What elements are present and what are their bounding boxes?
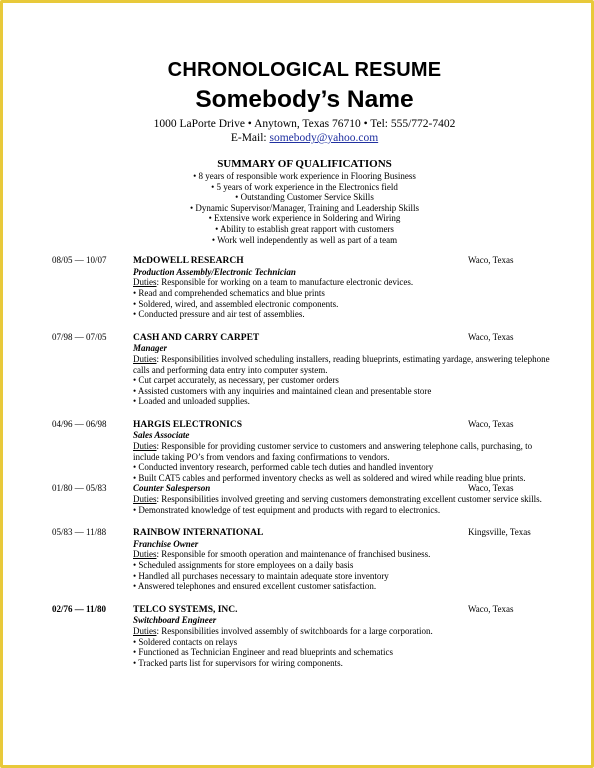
duties-text: : Responsibilities involved greeting and serving customers demonstrating excellent customer service skills. (156, 494, 542, 505)
duties-label: Duties (133, 353, 157, 364)
summary-item: • Extensive work experience in Soldering and Wiring (208, 213, 401, 224)
job-title: Switchboard Engineer (133, 615, 217, 626)
job-company: RAINBOW INTERNATIONAL (133, 528, 264, 539)
duties-text: : Responsible for providing customer service to customers and answering telephone calls, purchasing, to include taking PO’s from vendors and faxing confirmations to vendors. (133, 441, 533, 462)
job-title: Franchise Owner (133, 538, 199, 549)
job-location: Waco, Texas (468, 603, 514, 614)
job-duties (133, 494, 559, 505)
job-bullet: • Read and comprehended schematics and blue prints (133, 287, 325, 298)
job-duties (133, 354, 559, 375)
job-duties (133, 549, 559, 560)
job-bullet: • Demonstrated knowledge of test equipment and products with regard to electronics. (133, 504, 441, 515)
duties-text: : Responsibilities involved scheduling installers, reading blueprints, estimating yardage, answering telephone calls and performing data entry into computer system. (133, 353, 550, 375)
duties-text: : Responsible for working on a team to manufacture electronic devices. (156, 277, 414, 288)
job-dates: 04/96 — 06/98 (52, 418, 107, 429)
job-location: Waco, Texas (468, 331, 514, 342)
job-entry-hargis (52, 419, 557, 484)
duties-label: Duties (133, 549, 157, 560)
job-location: Waco, Texas (468, 418, 514, 429)
duties-label: Duties (133, 441, 157, 452)
job-bullet: • Handled all purchases necessary to maintain adequate store inventory (133, 570, 389, 581)
email-label: E-Mail: (230, 132, 270, 144)
document-title: CHRONOLOGICAL RESUME (167, 59, 442, 81)
job-dates: 07/98 — 07/05 (52, 331, 107, 342)
summary-title: SUMMARY OF QUALIFICATIONS (217, 158, 392, 170)
job-duties (133, 441, 559, 462)
candidate-name: Somebody’s Name (195, 86, 414, 113)
job-entry-telco (52, 604, 557, 669)
job-duties (133, 277, 559, 288)
duties-label: Duties (133, 277, 157, 288)
experience-section (52, 255, 557, 668)
duties-label: Duties (133, 625, 157, 636)
job-bullet: • Conducted inventory research, performed cable tech duties and handled inventory (133, 462, 434, 473)
job-title: Manager (133, 343, 168, 354)
job-entry-cash-and-carry (52, 332, 557, 407)
job-bullet: • Loaded and unloaded supplies. (133, 396, 250, 407)
job-company: TELCO SYSTEMS, INC. (133, 604, 238, 615)
summary-item: • Ability to establish great rapport with customers (215, 223, 394, 234)
job-entry-counter-salesperson (52, 483, 557, 515)
job-entry-rainbow (52, 527, 557, 592)
job-title: Production Assembly/Electronic Technician (133, 266, 296, 277)
summary-section (52, 157, 557, 245)
duties-text: : Responsibilities involved assembly of switchboards for a large corporation. (156, 625, 433, 636)
job-dates: 01/80 — 05/83 (52, 483, 107, 494)
duties-text: : Responsible for smooth operation and maintenance of franchised business. (156, 549, 431, 560)
job-bullet: • Scheduled assignments for store employees on a daily basis (133, 560, 354, 570)
job-bullet: • Soldered, wired, and assembled electronic components. (133, 298, 339, 309)
job-title: Sales Associate (133, 430, 190, 441)
summary-item: • 5 years of work experience in the Electronics field (211, 181, 398, 192)
job-bullet: • Tracked parts list for supervisors for wiring components. (133, 657, 343, 668)
job-bullet: • Cut carpet accurately, as necessary, per customer orders (133, 375, 339, 386)
job-bullet: • Soldered contacts on relays (133, 636, 238, 647)
job-dates: 02/76 — 11/80 (52, 603, 107, 614)
job-location: Kingsville, Texas (468, 527, 531, 538)
email-line (52, 131, 557, 145)
resume-page (52, 58, 557, 680)
job-bullet: • Assisted customers with any inquiries and maintained clean and presentable store (133, 385, 432, 396)
job-company: CASH AND CARRY CARPET (133, 332, 260, 343)
summary-item: • Dynamic Supervisor/Manager, Training and Leadership Skills (189, 202, 419, 213)
job-bullet: • Conducted pressure and air test of assemblies. (133, 309, 305, 320)
job-company: HARGIS ELECTRONICS (133, 419, 243, 430)
job-title: Counter Salesperson (133, 483, 211, 494)
job-duties (133, 626, 559, 637)
summary-item: • Work well independently as well as part of a team (211, 234, 398, 245)
job-location: Waco, Texas (468, 255, 514, 266)
summary-item: • 8 years of responsible work experience in Flooring Business (193, 171, 416, 181)
job-bullet: • Functioned as Technician Engineer and read blueprints and schematics (133, 647, 394, 658)
summary-item: • Outstanding Customer Service Skills (235, 192, 374, 203)
email-link[interactable]: somebody@yahoo.com (269, 132, 379, 144)
job-dates: 08/05 — 10/07 (52, 255, 107, 266)
job-location: Waco, Texas (468, 483, 514, 494)
job-bullet: • Built CAT5 cables and performed inventory checks as well as soldered and wired while reading blue prints. (133, 472, 526, 483)
job-bullet: • Answered telephones and ensured excellent customer satisfaction. (133, 581, 377, 592)
job-dates: 05/83 — 11/88 (52, 527, 107, 538)
duties-label: Duties (133, 494, 157, 505)
contact-line: 1000 LaPorte Drive • Anytown, Texas 76710 • Tel: 555/772-7402 (153, 118, 456, 130)
job-entry-mcdowell (52, 255, 557, 320)
job-company: McDOWELL RESEARCH (133, 256, 244, 267)
